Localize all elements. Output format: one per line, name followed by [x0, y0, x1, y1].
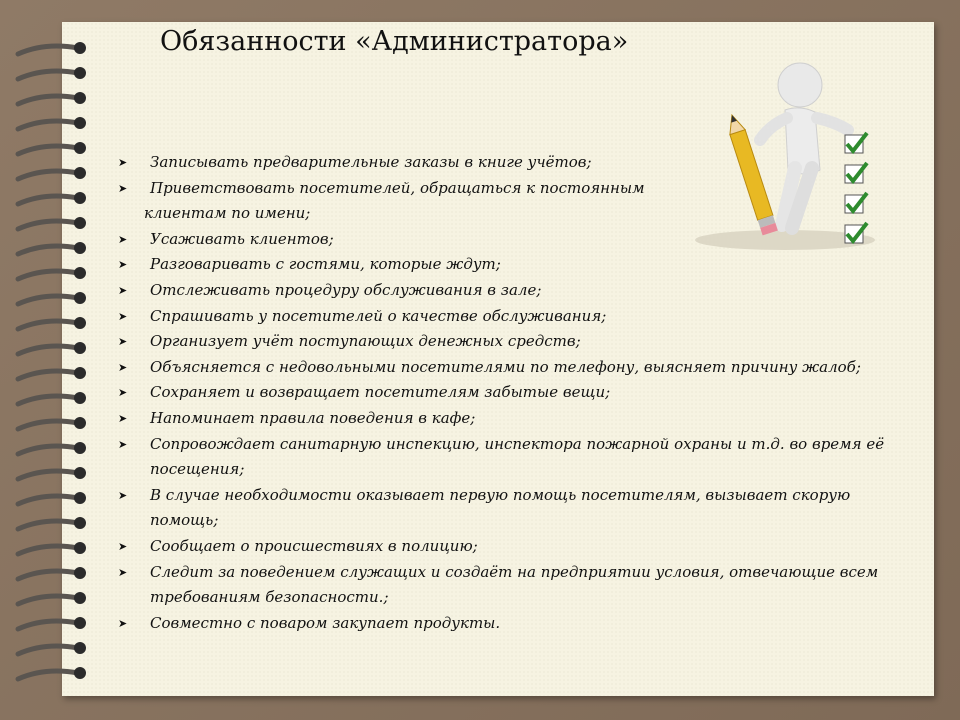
spiral-ring [18, 196, 78, 204]
spiral-ring [18, 46, 78, 54]
list-item [118, 150, 918, 176]
spiral-ring [18, 621, 78, 629]
spiral-ring [18, 596, 78, 604]
arrow-bullet-icon: ➤ [118, 335, 128, 349]
spiral-ring [18, 246, 78, 254]
spiral-ring [18, 571, 78, 579]
spiral-hole [74, 617, 86, 629]
spiral-hole [74, 342, 86, 354]
duties-list [118, 150, 918, 636]
list-item [118, 252, 918, 278]
spiral-hole [74, 317, 86, 329]
arrow-bullet-icon: ➤ [118, 386, 128, 400]
arrow-bullet-icon: ➤ [118, 309, 128, 323]
spiral-hole [74, 242, 86, 254]
list-item [118, 176, 918, 227]
spiral-hole [74, 417, 86, 429]
arrow-bullet-icon: ➤ [118, 232, 128, 246]
list-item [118, 278, 918, 304]
spiral-hole [74, 67, 86, 79]
list-item-text: Отслеживать процедуру обслуживания в зале; [150, 280, 542, 299]
list-item [118, 406, 918, 432]
spiral-ring [18, 496, 78, 504]
list-item-text: Записывать предварительные заказы в книге учётов; [150, 153, 592, 171]
spiral-hole [74, 92, 86, 104]
spiral-ring [18, 671, 78, 679]
spiral-hole [74, 442, 86, 454]
spiral-hole [74, 667, 86, 679]
spiral-hole [74, 267, 86, 279]
spiral-ring [18, 421, 78, 429]
spiral-ring [18, 396, 78, 404]
spiral-hole [74, 292, 86, 304]
list-item [118, 227, 918, 253]
spiral-hole [74, 42, 86, 54]
spiral-binding [0, 30, 100, 690]
spiral-ring [18, 296, 78, 304]
list-item-text: Сопровождает санитарную инспекцию, инспектора пожарной охраны и т.д. во время её посещения; [150, 434, 885, 479]
spiral-hole [74, 367, 86, 379]
spiral-ring [18, 221, 78, 229]
list-item-text: В случае необходимости оказывает первую помощь посетителям, вызывает скорую помощь; [150, 485, 851, 530]
arrow-bullet-icon: ➤ [118, 616, 128, 630]
spiral-hole [74, 217, 86, 229]
list-item-text: Напоминает правила поведения в кафе; [150, 408, 476, 427]
list-item-text: Следит за поведением служащих и создаёт на предприятии условия, отвечающие всем требованиям безопасности.; [150, 562, 879, 607]
page-title: Обязанности «Администратора» [160, 26, 629, 57]
list-item-text: Спрашивать у посетителей о качестве обслуживания; [150, 306, 607, 325]
arrow-bullet-icon: ➤ [118, 360, 128, 374]
spiral-ring [18, 96, 78, 104]
spiral-ring [18, 146, 78, 154]
arrow-bullet-icon: ➤ [118, 283, 128, 297]
list-item [118, 355, 918, 381]
arrow-bullet-icon: ➤ [118, 181, 128, 195]
arrow-bullet-icon: ➤ [118, 437, 128, 451]
arrow-bullet-icon: ➤ [118, 539, 128, 553]
list-item [118, 380, 918, 406]
arrow-bullet-icon: ➤ [118, 411, 128, 425]
list-item-text: Приветствовать посетителей, обращаться к постоянным [150, 178, 645, 197]
spiral-ring [18, 121, 78, 129]
spiral-ring [18, 546, 78, 554]
spiral-hole [74, 567, 86, 579]
list-item [118, 483, 918, 534]
list-item-text: Усаживать клиентов; [150, 229, 334, 248]
list-item [118, 534, 918, 560]
spiral-hole [74, 192, 86, 204]
list-item [118, 432, 918, 483]
spiral-ring [18, 321, 78, 329]
spiral-ring [18, 646, 78, 654]
spiral-hole [74, 517, 86, 529]
spiral-ring [18, 71, 78, 79]
list-item [118, 304, 918, 330]
spiral-hole [74, 592, 86, 604]
spiral-hole [74, 467, 86, 479]
spiral-hole [74, 542, 86, 554]
spiral-ring [18, 271, 78, 279]
spiral-hole [74, 642, 86, 654]
spiral-ring [18, 371, 78, 379]
spiral-hole [74, 167, 86, 179]
spiral-hole [74, 492, 86, 504]
list-item [118, 560, 918, 611]
arrow-bullet-icon: ➤ [118, 258, 128, 272]
spiral-hole [74, 392, 86, 404]
list-item-continuation: клиентам по имени; [144, 204, 311, 223]
arrow-bullet-icon: ➤ [118, 488, 128, 502]
arrow-bullet-icon: ➤ [118, 156, 128, 169]
spiral-ring [18, 446, 78, 454]
list-item-text: Объясняется с недовольными посетителями по телефону, выясняет причину жалоб; [150, 357, 861, 376]
arrow-bullet-icon: ➤ [118, 565, 128, 579]
spiral-ring [18, 171, 78, 179]
list-item [118, 329, 918, 355]
list-item-text: Совместно с поваром закупает продукты. [150, 613, 501, 632]
spiral-hole [74, 117, 86, 129]
list-item-text: Разговаривать с гостями, которые ждут; [150, 255, 501, 274]
list-item-text: Сохраняет и возвращает посетителям забытые вещи; [150, 383, 611, 402]
list-item-text: Организует учёт поступающих денежных средств; [150, 332, 581, 351]
list-item [118, 611, 918, 637]
spiral-ring [18, 346, 78, 354]
spiral-ring [18, 521, 78, 529]
spiral-ring [18, 471, 78, 479]
list-item-text: Сообщает о происшествиях в полицию; [150, 536, 478, 555]
spiral-hole [74, 142, 86, 154]
